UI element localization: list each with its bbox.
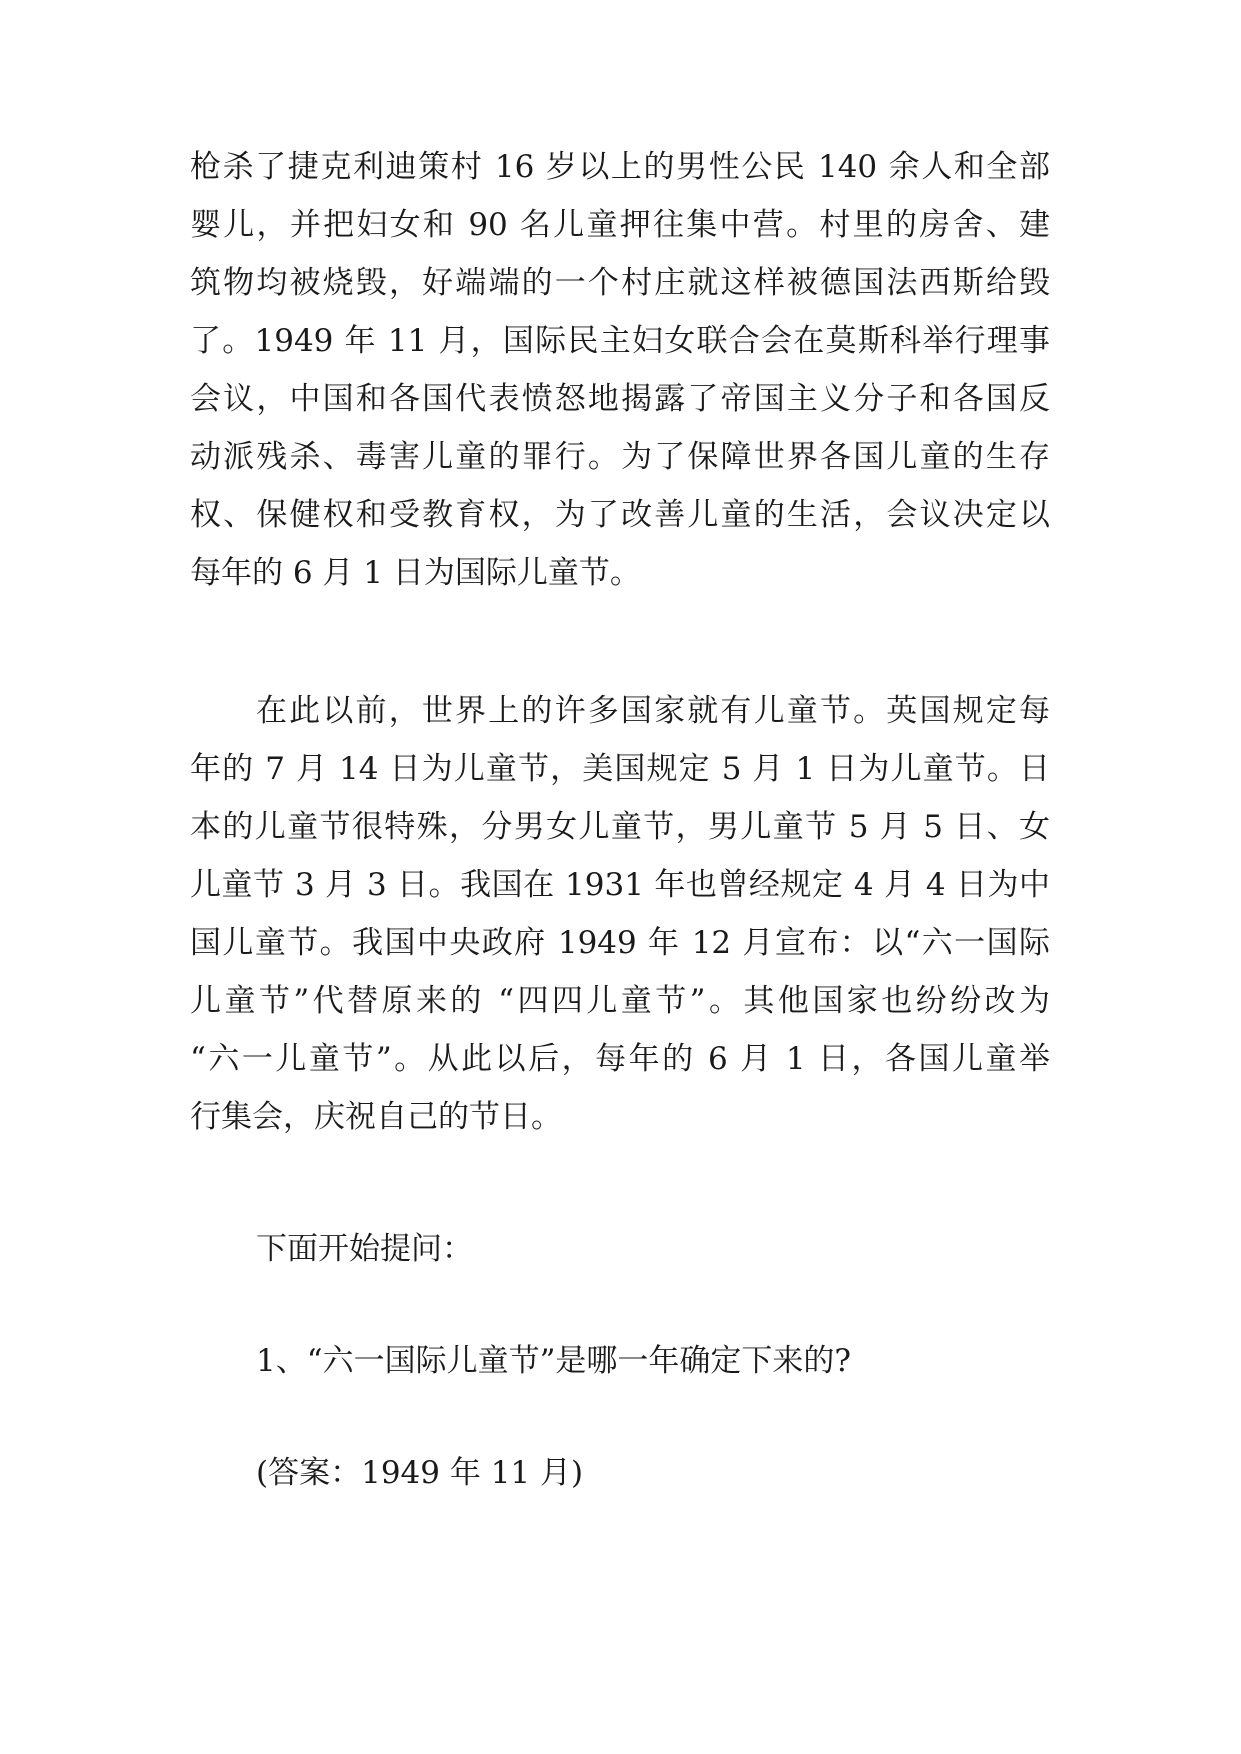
text-line: 了。1949 年 11 月，国际民主妇女联合会在莫斯科举行理事: [190, 323, 1050, 359]
text-line: 行集会，庆祝自己的节日。: [190, 1099, 562, 1135]
text-line: 每年的 6 月 1 日为国际儿童节。: [190, 555, 641, 591]
question-1: 1、“六一国际儿童节”是哪一年确定下来的?: [256, 1343, 852, 1379]
text-line: 儿童节 3 月 3 日。我国在 1931 年也曾经规定 4 月 4 日为中: [190, 867, 1050, 903]
text-line: 权、保健权和受教育权，为了改善儿童的生活，会议决定以: [190, 497, 1050, 533]
text-line: 本的儿童节很特殊，分男女儿童节，男儿童节 5 月 5 日、女: [190, 809, 1050, 845]
text-line: 会议，中国和各国代表愤怒地揭露了帝国主义分子和各国反: [190, 381, 1050, 417]
text-line: 儿童节”代替原来的 “四四儿童节”。其他国家也纷纷改为: [190, 983, 1050, 1019]
text-line: “六一儿童节”。从此以后，每年的 6 月 1 日，各国儿童举: [190, 1041, 1050, 1077]
text-line: 在此以前，世界上的许多国家就有儿童节。英国规定每: [256, 693, 1050, 729]
quiz-intro: 下面开始提问：: [256, 1231, 473, 1267]
answer-1: (答案：1949 年 11 月): [256, 1455, 584, 1491]
text-line: 筑物均被烧毁，好端端的一个村庄就这样被德国法西斯给毁: [190, 265, 1050, 301]
text-line: 枪杀了捷克利迪策村 16 岁以上的男性公民 140 余人和全部: [190, 149, 1050, 185]
text-line: 国儿童节。我国中央政府 1949 年 12 月宣布：以“六一国际: [190, 925, 1050, 961]
text-line: 年的 7 月 14 日为儿童节，美国规定 5 月 1 日为儿童节。日: [190, 751, 1050, 787]
text-line: 婴儿，并把妇女和 90 名儿童押往集中营。村里的房舍、建: [190, 207, 1050, 243]
text-line: 动派残杀、毒害儿童的罪行。为了保障世界各国儿童的生存: [190, 439, 1050, 475]
